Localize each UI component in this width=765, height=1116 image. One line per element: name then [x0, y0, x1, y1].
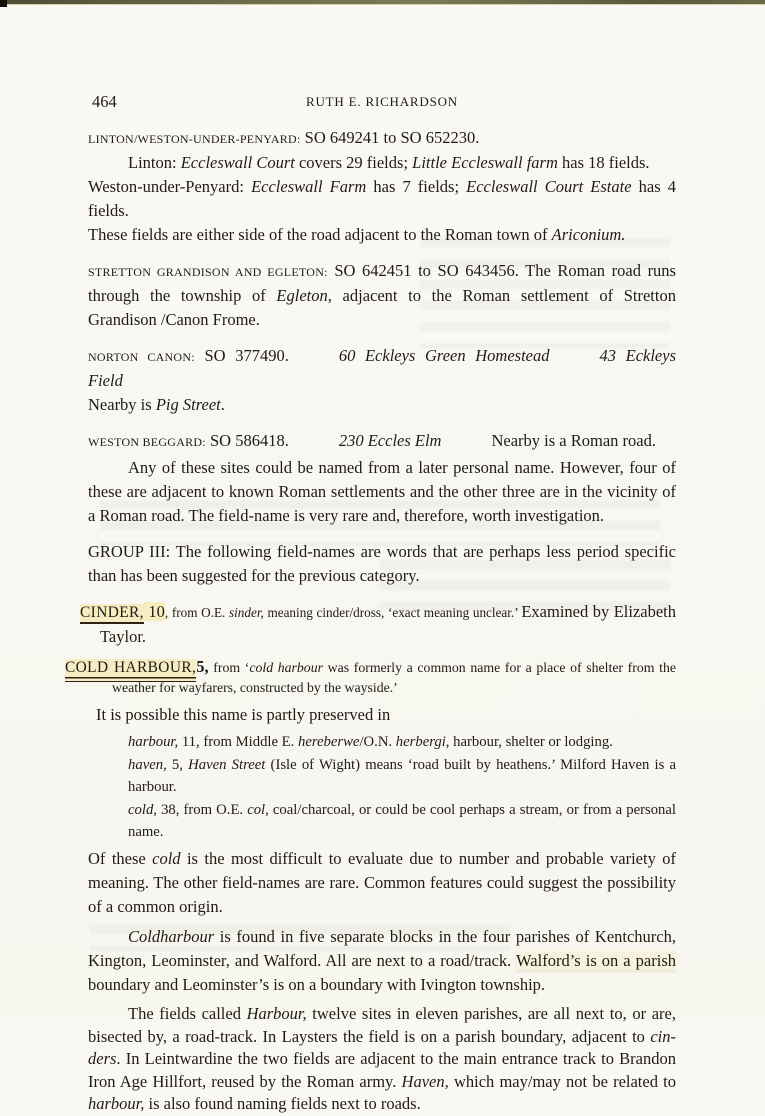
- text-segment: Eccleswall Court Estate: [466, 177, 632, 196]
- definition-list: [128, 731, 676, 843]
- paragraph-weston-beggard-entry: [88, 429, 676, 454]
- text-segment: It is possible this name is partly preserved in: [96, 705, 391, 724]
- text-segment: cold,: [128, 802, 157, 818]
- text-segment: SO 586418.: [205, 431, 289, 450]
- text-segment: Harbour,: [246, 1004, 307, 1023]
- text-segment: WESTON BEGGARD:: [88, 435, 206, 449]
- text-segment: cold harbour: [249, 660, 323, 675]
- text-segment: Any of these sites could be named from a later personal name. However, four of these are adjacent to known Roman settlements and the other three are in the vicinity of a Roman road. The field-name is very rare and, therefore, worth investigation.: [88, 458, 676, 525]
- paragraph-it-possible: [88, 703, 676, 727]
- text-segment: is also found naming fields next to roads.: [144, 1094, 421, 1113]
- text-segment: harbour,: [88, 1094, 145, 1113]
- page-header: [88, 92, 676, 116]
- text-segment: ,: [164, 605, 172, 620]
- text-segment: Pig Street: [155, 395, 221, 414]
- text-segment: Weston-under-Penyard:: [88, 177, 252, 196]
- text-segment: 5,: [196, 657, 209, 676]
- text-segment: 11, from Middle E.: [178, 734, 298, 750]
- text-segment: Linton:: [128, 153, 181, 172]
- text-segment: is found in five separate blocks in the four parishes of Kentchurch, Kington, Leominster, and Walford. All are next to a road/track.: [88, 927, 676, 970]
- text-segment: The fields called: [128, 1004, 247, 1023]
- text-segment: SO 642451 to SO 643456. The Roman road runs through the township of: [88, 261, 676, 305]
- text-segment: Haven,: [401, 1071, 449, 1091]
- text-segment: cin-ders: [88, 1026, 676, 1068]
- text-segment: hereberwe: [298, 734, 360, 750]
- scan-corner-mark: [0, 0, 7, 7]
- text-segment: CINDER,: [80, 604, 144, 624]
- text-segment: from O.E.: [171, 605, 229, 620]
- text-segment: Nearby is a Roman road.: [491, 431, 656, 450]
- text-segment: STRETTON GRANDISON AND EGLETON:: [88, 265, 328, 279]
- definition-cold: [128, 799, 676, 843]
- text-segment: has 18 fields.: [557, 153, 650, 172]
- text-segment: from ‘: [213, 660, 250, 675]
- text-segment: (Isle of Wight) means ‘road built by heathens.’ Milford Haven is a harbour.: [128, 757, 677, 795]
- text-segment: 60 Eckleys Green Homestead: [338, 346, 550, 365]
- paragraph-weston-fields: [88, 175, 676, 223]
- paragraph-of-these: [88, 847, 676, 919]
- text-segment: NORTON CANON:: [88, 350, 195, 364]
- definition-harbour: [128, 731, 676, 753]
- paragraph-coldharbour-blocks: [88, 925, 676, 997]
- text-segment: Haven Street: [188, 757, 266, 773]
- text-segment: 230 Eccles Elm: [338, 431, 442, 450]
- paragraph-cinder: [80, 600, 676, 649]
- text-segment: Nearby is: [88, 395, 156, 414]
- text-segment: Eccleswall Farm: [251, 177, 367, 196]
- text-segment: which may/may not be related to: [448, 1071, 676, 1091]
- running-header: RUTH E. RICHARDSON: [306, 94, 458, 109]
- text-segment: meaning cinder/dross, ‘exact meaning unclear.’: [263, 605, 522, 620]
- text-segment: Examined by Elizabeth Taylor.: [100, 602, 676, 646]
- definition-haven: [128, 754, 676, 798]
- text-segment: 38, from O.E.: [156, 802, 248, 818]
- text-segment: harbour, shelter or lodging.: [449, 734, 613, 750]
- text-segment: has 4 fields.: [88, 177, 676, 220]
- text-segment: 10: [143, 602, 165, 621]
- text-segment: was formerly a common name for a place of shelter from the weather for wayfarers, constructed by the wayside.’: [112, 660, 676, 695]
- paragraph-linton-entry: [88, 126, 676, 151]
- text-segment: SO 377490.: [194, 346, 289, 365]
- page-number: 464: [92, 92, 117, 111]
- text-segment: Walford’s is on a parish: [516, 951, 676, 970]
- text-segment: COLD HARBOUR,: [65, 659, 196, 682]
- paragraph-any-sites: [88, 456, 676, 528]
- paragraph-stretton-entry: [88, 259, 676, 332]
- scan-edge-artifact: [0, 0, 765, 5]
- text-segment: .: [220, 395, 225, 414]
- paragraph-linton-fields: [88, 151, 676, 175]
- text-segment: haven,: [128, 757, 167, 773]
- text-segment: Coldharbour: [128, 927, 215, 946]
- text-segment: covers 29 fields;: [294, 153, 413, 172]
- text-segment: These fields are either side of the road adjacent to the Roman town of: [88, 225, 552, 244]
- text-segment: Of these: [88, 849, 153, 868]
- text-segment: GROUP III: The following field-names are words that are perhaps less period specific than has been suggested for the previous category.: [88, 542, 676, 585]
- text-segment: boundary and Leominster’s is on a boundary with Ivington township.: [88, 975, 546, 994]
- text-segment: Eccleswall Court: [180, 153, 295, 172]
- text-segment: 43 Eckleys Field: [88, 346, 677, 390]
- paragraph-cold-harbour: [65, 657, 676, 697]
- text-segment: herbergi,: [395, 734, 450, 750]
- paragraph-these-fields: [88, 223, 676, 247]
- text-segment: Egleton,: [276, 286, 332, 305]
- paragraph-fields-called-harbour: [88, 1003, 676, 1116]
- text-segment: col,: [247, 802, 269, 818]
- text-segment: cold: [152, 849, 181, 868]
- paragraph-group-three: [88, 540, 676, 588]
- paragraph-norton-entry: [88, 344, 676, 417]
- page-content: [65, 92, 677, 1116]
- text-segment: Ariconium.: [551, 225, 626, 244]
- text-segment: LINTON/WESTON-UNDER-PENYARD:: [88, 132, 301, 146]
- text-segment: sinder,: [229, 605, 264, 620]
- text-segment: 5,: [166, 757, 189, 773]
- text-segment: twelve sites in eleven parishes, are all next to, or are, bisected by, a road-track. In Laysters the field is on a parish boundary, adjacent to: [88, 1004, 676, 1046]
- text-segment: SO 649241 to SO 652230.: [300, 128, 480, 147]
- text-segment: harbour,: [128, 734, 179, 750]
- text-segment: has 7 fields;: [366, 177, 467, 196]
- text-segment: adjacent to the Roman settlement of Stretton Grandison /Canon Frome.: [88, 286, 676, 329]
- text-segment: coal/charcoal, or could be cool perhaps a stream, or from a personal name.: [128, 802, 676, 840]
- text-segment: . In Leintwardine the two fields are adjacent to the main entrance track to Brandon Iron Age Hillfort, reused by the Roman army.: [88, 1049, 676, 1091]
- text-segment: /O.N.: [359, 734, 396, 750]
- text-segment: Little Eccleswall farm: [412, 153, 558, 172]
- text-segment: is the most difficult to evaluate due to number and probable variety of meaning. The other field-names are rare. Common features could suggest the possibility of a common origin.: [88, 849, 676, 916]
